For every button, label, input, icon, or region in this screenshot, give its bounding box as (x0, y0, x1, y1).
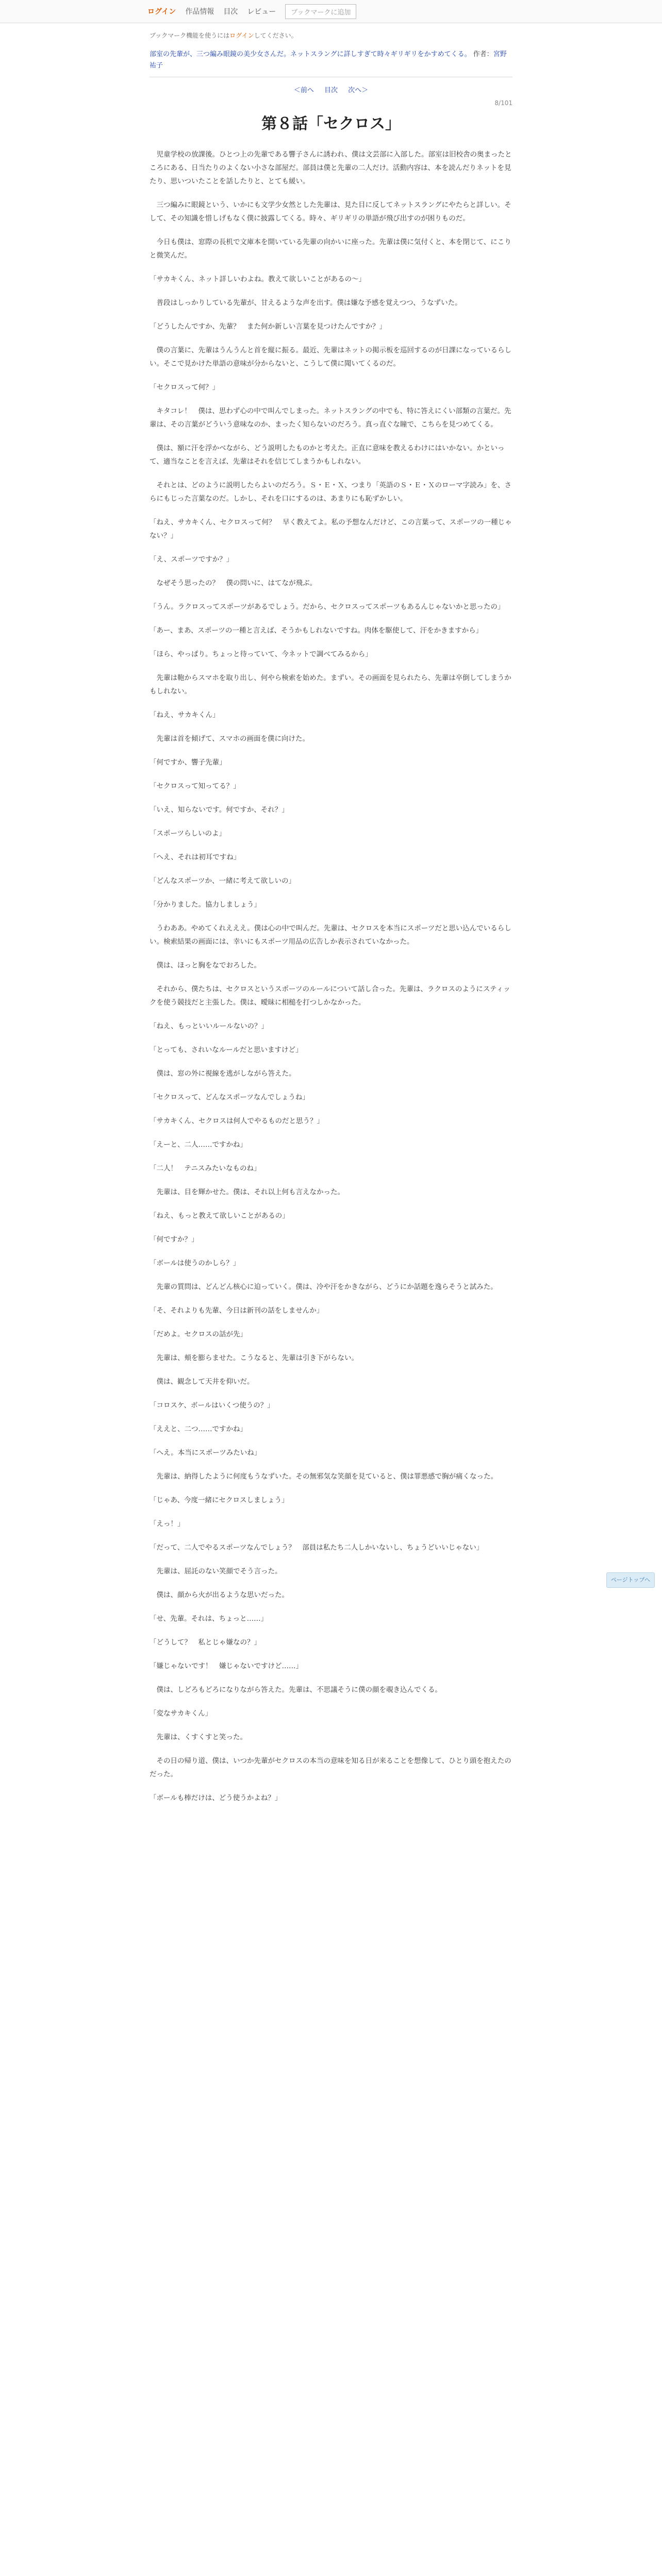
paragraph: 「ねえ、サカキくん」 (150, 711, 220, 720)
notice-text-end: してください。 (254, 32, 297, 39)
paragraph: 僕は、窓の外に視線を逃がしながら答えた。 (150, 1070, 296, 1078)
next-link[interactable]: 次へ＞ (348, 87, 369, 95)
paragraph: 「ボールも棒だけは、どう使うかよね？」 (150, 1794, 282, 1803)
paragraph: キタコレ！ 僕は、思わず心の中で叫んでしまった。ネットスラングの中でも、特に答えにくい部類の言葉だ。先輩は、その言葉がどういう意味なのか、まったく知らないのだろう。真っ直ぐな瞳で、こちらを見つめてくる。 (150, 407, 511, 429)
paragraph: 「えっ！」 (150, 1520, 185, 1529)
series-info (150, 49, 512, 72)
nav-toc[interactable]: 目次 (223, 8, 238, 16)
bookmark-button[interactable]: ブックマークに追加 (285, 4, 356, 19)
paragraph: 「へえ。本当にスポーツみたいね」 (150, 1449, 261, 1458)
top-bar (0, 0, 662, 23)
paragraph: 「セクロスって何？」 (150, 383, 220, 392)
paragraph: 先輩は鞄からスマホを取り出し、何やら検索を始めた。まずい。その画面を見られたら、先輩は卒倒してしまうかもしれない。 (150, 674, 511, 696)
paragraph: その日の帰り道、僕は、いつか先輩がセクロスの本当の意味を知る日が来ることを想像して、ひとり頭を抱えたのだった。 (150, 1757, 511, 1779)
episode-title: 第８話「セクロス」 (261, 115, 401, 133)
paragraph: 「分かりました。協力しましょう」 (150, 901, 261, 909)
paragraph: 先輩は、納得したように何度もうなずいた。その無邪気な笑顔を見ていると、僕は罪悪感で胸が痛くなった。 (150, 1472, 498, 1481)
paragraph: 「へえ、それは初耳ですね」 (150, 853, 241, 862)
paragraph: 先輩は、頬を膨らませた。こうなると、先輩は引き下がらない。 (150, 1354, 358, 1363)
paragraph: 先輩は、目を輝かせた。僕は、それ以上何も言えなかった。 (150, 1188, 344, 1197)
paragraph: 先輩の質問は、どんどん核心に迫っていく。僕は、冷や汗をかきながら、どうにか話題を逸らそうと試みた。 (150, 1283, 498, 1292)
paragraph: 先輩は首を傾げて、スマホの画面を僕に向けた。 (150, 735, 309, 743)
paragraph: 先輩は、屈託のない笑顔でそう言った。 (150, 1567, 282, 1576)
page-top-button[interactable]: ページトップへ (606, 1572, 655, 1588)
paragraph: 「どんなスポーツか、一緒に考えて欲しいの」 (150, 877, 295, 886)
paragraph: 「せ、先輩。それは、ちょっと……」 (150, 1615, 268, 1623)
paragraph: 「とっても、されいなルールだと思いますけど」 (150, 1046, 303, 1055)
nav-info[interactable]: 作品情報 (185, 8, 214, 16)
paragraph: 「どうしたんですか、先輩？ また何か新しい言葉を見つけたんですか？」 (150, 323, 386, 331)
paragraph: 「ほら、やっぱり。ちょっと待っていて、今ネットで調べてみるから」 (150, 650, 372, 659)
paragraph: 「セクロスって知ってる？」 (150, 782, 240, 791)
paragraph: 「じゃあ、今度一緒にセクロスしましょう」 (150, 1496, 289, 1505)
paragraph: 「何ですか？」 (150, 1235, 198, 1244)
login-notice (150, 31, 512, 40)
prev-link[interactable]: ＜前へ (293, 87, 314, 95)
novel-body (150, 148, 512, 1805)
paragraph: 「あー、まあ、スポーツの一種と言えば、そうかもしれないですね。肉体を駆使して、汗をかきますから」 (150, 626, 483, 635)
paragraph: 三つ編みに眼鏡という、いかにも文学少女然とした先輩は、見た目に反してネットスラングにやたらと詳しい。そして、その知識を惜しげもなく僕に披露してくる。時々、ギリギリの単語が飛び出すのが困りものだ。 (150, 201, 511, 223)
paragraph: 「ねえ、サカキくん、セクロスって何？ 早く教えてよ。私の予想なんだけど、この言葉って、スポーツの一種じゃない？」 (150, 518, 512, 540)
paragraph: 僕の言葉に、先輩はうんうんと首を縦に振る。最近、先輩はネットの掲示板を巡回するのが日課になっているらしい。そこで見かけた単語の意味が分からないと、こうして僕に聞いてくるのだ。 (150, 346, 511, 368)
nav-review[interactable]: レビュー (247, 8, 276, 16)
episode-number: 8/101 (494, 99, 512, 107)
paragraph: 僕は、観念して天井を仰いだ。 (150, 1378, 254, 1386)
paragraph: なぜそう思ったの？ 僕の問いに、はてなが飛ぶ。 (150, 579, 317, 588)
paragraph: 「だめよ。セクロスの話が先」 (150, 1330, 247, 1339)
series-title-link[interactable]: 部室の先輩が、三つ編み眼鏡の美少女さんだ。ネットスラングに詳しすぎて時々ギリギリをかすめてくる。 (150, 50, 471, 58)
paragraph: 「サカキくん、セクロスは何人でやるものだと思う？」 (150, 1117, 324, 1126)
paragraph: 僕は、しどろもどろになりながら答えた。先輩は、不思議そうに僕の顔を覗き込んでくる。 (150, 1686, 442, 1694)
pager (150, 84, 512, 94)
paragraph: 「ねえ、もっと教えて欲しいことがあるの」 (150, 1212, 289, 1221)
notice-login-link[interactable]: ログイン (229, 32, 254, 39)
paragraph: 僕は、ほっと胸をなでおろした。 (150, 961, 261, 970)
paragraph: それから、僕たちは、セクロスというスポーツのルールについて話し合った。先輩は、ラクロスのようにスティックを使う競技だと主張した。僕は、曖昧に相槌を打つしかなかった。 (150, 985, 510, 1007)
paragraph: 僕は、顔から火が出るような思いだった。 (150, 1591, 289, 1600)
paragraph: 「コロスケ、ボールはいくつ使うの？」 (150, 1401, 274, 1410)
paragraph: 今日も僕は、窓際の長机で文庫本を開いている先輩の向かいに座った。先輩は僕に気付くと、本を閉じて、にこりと微笑んだ。 (150, 238, 511, 260)
paragraph: それとは、どのように説明したらよいのだろう。Ｓ・Ｅ・Ｘ、つまり「英語のＳ・Ｅ・Ｘのローマ字読み」を、さらにもじった言葉なのだ。しかし、それを口にするのは、あまりにも恥ずかしい。 (150, 481, 511, 503)
notice-text: ブックマーク機能を使うには (150, 32, 230, 39)
paragraph: 「えーと、二人……ですかね」 (150, 1141, 247, 1149)
content (150, 23, 512, 1815)
paragraph: 僕は、額に汗を浮かべながら、どう説明したものかと考えた。正直に意味を教えるわけにはいかない。かといって、適当なことを言えば、先輩はそれを信じてしまうかもしれない。 (150, 444, 505, 466)
paragraph: 「何ですか、響子先輩」 (150, 758, 226, 767)
paragraph: うわああ。やめてくれえええ。僕は心の中で叫んだ。先輩は、セクロスを本当にスポーツだと思い込んでいるらしい。検索結果の画面には、幸いにもスポーツ用品の広告しか表示されていなかった。 (150, 924, 511, 946)
paragraph: 「スポーツらしいのよ」 (150, 829, 226, 838)
toc-link[interactable]: 目次 (324, 87, 338, 95)
paragraph: 普段はしっかりしている先輩が、甘えるような声を出す。僕は嫌な予感を覚えつつ、うなずいた。 (150, 299, 462, 308)
paragraph: 児童学校の放課後。ひとつ上の先輩である響子さんに誘われ、僕は文芸部に入部した。部室は旧校舎の奥まったところにある、日当たりのよくない小さな部屋だ。部員は僕と先輩の二人だけ。活動内容は、本を読んだりネットを見たり、思いついたことを話したりと、とても緩い。 (150, 150, 512, 186)
paragraph: 「うん。ラクロスってスポーツがあるでしょう。だから、セクロスってスポーツもあるんじゃないかと思ったの」 (150, 603, 505, 612)
paragraph: 「え、スポーツですか？」 (150, 555, 234, 564)
paragraph: 「ねえ、もっといいルールないの？」 (150, 1022, 269, 1031)
paragraph: 「ええと、二つ……ですかね」 (150, 1425, 247, 1434)
login-link[interactable]: ログイン (147, 8, 176, 16)
paragraph: 「セクロスって、どんなスポーツなんでしょうね」 (150, 1093, 309, 1102)
author-prefix: 作者： (473, 50, 493, 58)
paragraph: 「変なサカキくん」 (150, 1709, 212, 1718)
paragraph: 「どうして？ 私とじゃ嫌なの？」 (150, 1638, 261, 1647)
paragraph: 「いえ、知らないです。何ですか、それ？」 (150, 806, 289, 815)
paragraph: 「だって、二人でやるスポーツなんでしょう？ 部員は私たち二人しかいないし、ちょうどいいじゃない」 (150, 1544, 484, 1552)
paragraph: 「嫌じゃないです！ 嫌じゃないですけど……」 (150, 1662, 303, 1671)
author-link[interactable]: 宮野 祐子 (150, 50, 507, 70)
paragraph: 「二人！ テニスみたいなものね」 (150, 1164, 261, 1173)
paragraph: 「そ、それよりも先輩、今日は新刊の話をしませんか」 (150, 1307, 324, 1315)
paragraph: 「ボールは使うのかしら？」 (150, 1259, 240, 1268)
paragraph: 先輩は、くすくすと笑った。 (150, 1733, 247, 1742)
paragraph: 「サカキくん、ネット詳しいわよね。教えて欲しいことがあるの～」 (150, 275, 366, 284)
